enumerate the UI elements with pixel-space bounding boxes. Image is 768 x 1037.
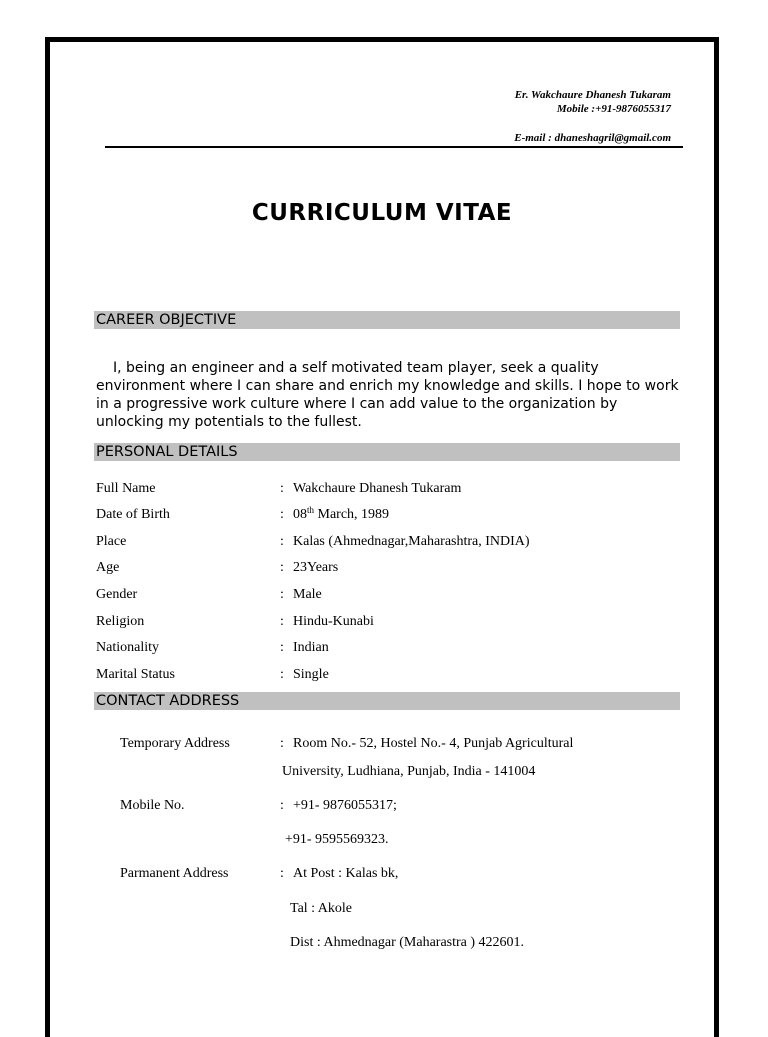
permanent-address-line-1: At Post : Kalas bk, <box>293 866 399 881</box>
label-age: Age <box>96 560 120 575</box>
separator: : <box>280 866 284 881</box>
section-heading-personal-details: PERSONAL DETAILS <box>94 443 680 461</box>
header-divider <box>105 146 683 148</box>
label-gender: Gender <box>96 587 138 602</box>
separator: : <box>280 736 284 751</box>
temporary-address-line-2: University, Ludhiana, Punjab, India - 141004 <box>282 764 536 779</box>
label-nationality: Nationality <box>96 640 159 655</box>
dob-day: 08 <box>293 507 307 522</box>
career-objective-text: I, being an engineer and a self motivated team player, seek a quality environment where I can share and enrich my knowledge and skills. I hope to work in a progressive work culture where I can add value to the organization by unlocking my potentials to the fullest. <box>96 360 679 430</box>
value-nationality: Indian <box>293 640 329 655</box>
separator: : <box>280 534 284 549</box>
mobile-number-1: +91- 9876055317; <box>293 798 397 813</box>
separator: : <box>280 507 284 522</box>
section-heading-contact-address: CONTACT ADDRESS <box>94 692 680 710</box>
label-marital-status: Marital Status <box>96 667 175 682</box>
value-age: 23Years <box>293 560 339 575</box>
value-gender: Male <box>293 587 322 602</box>
label-temporary-address: Temporary Address <box>120 736 230 751</box>
label-date-of-birth: Date of Birth <box>96 507 170 522</box>
header-name: Er. Wakchaure Dhanesh Tukaram <box>514 89 671 101</box>
separator: : <box>280 640 284 655</box>
value-religion: Hindu-Kunabi <box>293 614 374 629</box>
dob-ordinal: th <box>307 505 315 515</box>
permanent-address-line-2: Tal : Akole <box>290 901 353 916</box>
section-heading-career-objective: CAREER OBJECTIVE <box>94 311 680 329</box>
label-mobile-no: Mobile No. <box>120 798 185 813</box>
label-place: Place <box>96 534 127 549</box>
separator: : <box>280 560 284 575</box>
dob-rest: March, 1989 <box>314 507 390 522</box>
mobile-number-2: +91- 9595569323. <box>285 832 389 847</box>
temporary-address-line-1: Room No.- 52, Hostel No.- 4, Punjab Agricultural <box>293 736 574 751</box>
cv-page <box>45 37 719 1037</box>
separator: : <box>280 798 284 813</box>
separator: : <box>280 587 284 602</box>
label-full-name: Full Name <box>96 481 156 496</box>
value-marital-status: Single <box>293 667 329 682</box>
label-religion: Religion <box>96 614 145 629</box>
page-title: CURRICULUM VITAE <box>251 200 513 226</box>
value-date-of-birth <box>293 506 389 524</box>
value-place: Kalas (Ahmednagar,Maharashtra, INDIA) <box>293 534 530 549</box>
separator: : <box>280 667 284 682</box>
permanent-address-line-3: Dist : Ahmednagar (Maharastra ) 422601. <box>290 935 525 950</box>
label-permanent-address: Parmanent Address <box>120 866 229 881</box>
header-email: E-mail : dhaneshagril@gmail.com <box>514 132 671 144</box>
separator: : <box>280 614 284 629</box>
value-full-name: Wakchaure Dhanesh Tukaram <box>293 481 462 496</box>
separator: : <box>280 481 284 496</box>
header-mobile: Mobile :+91-9876055317 <box>556 103 671 115</box>
